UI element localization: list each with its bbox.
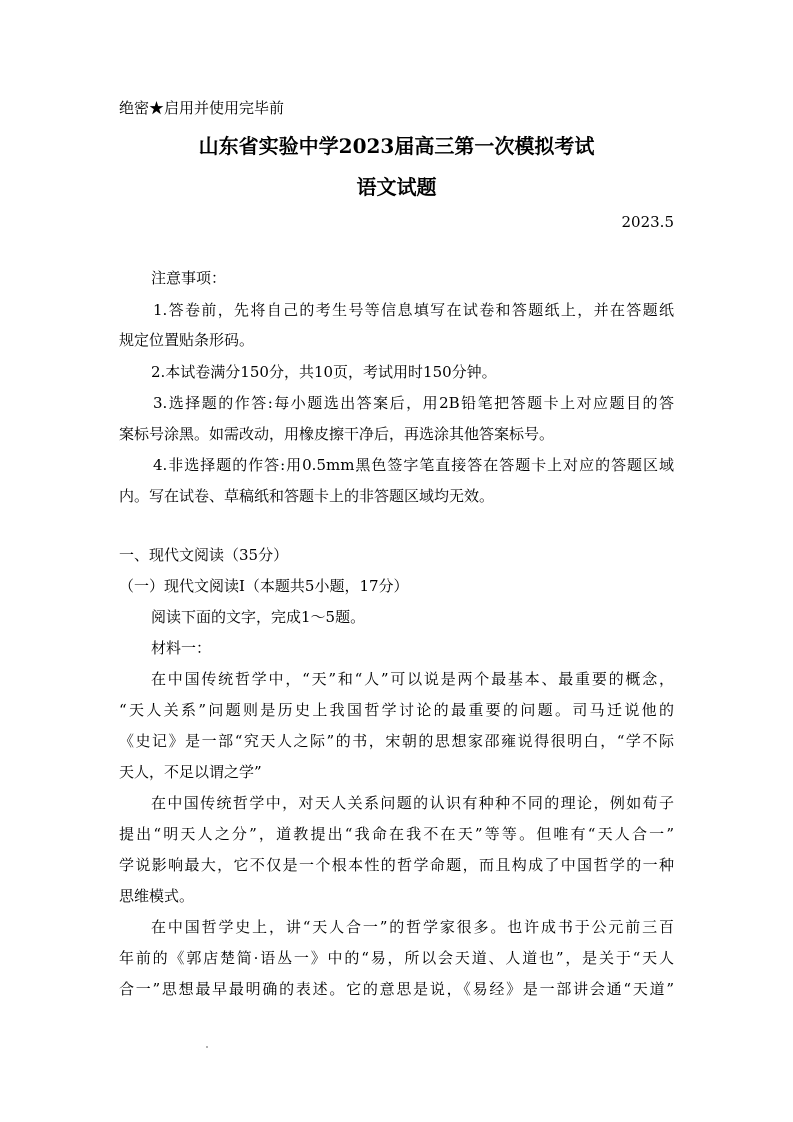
paragraph-2-line-1: 在中国传统哲学中，对天人关系问题的认识有种种不同的理论，例如荀子: [151, 794, 674, 812]
page-speck: [206, 1046, 208, 1048]
confidential-label: 绝密★启用并使用完毕前: [119, 99, 285, 117]
paragraph-2-line-3: 学说影响最大，它不仅是一个根本性的哲学命题，而且构成了中国哲学的一种: [119, 856, 674, 874]
paragraph-3-line-1: 在中国哲学史上，讲“天人合一”的哲学家很多。也许成书于公元前三百: [151, 918, 674, 936]
section-subheading: （一）现代文阅读Ⅰ（本题共5小题，17分）: [119, 577, 409, 595]
reading-instruction: 阅读下面的文字，完成1～5题。: [151, 608, 366, 626]
paragraph-1-line-1: 在中国传统哲学中，“天”和“人”可以说是两个最基本、最重要的概念，: [151, 670, 674, 688]
paragraph-3-line-3: 合一”思想最早最明确的表述。它的意思是说，《易经》是一部讲会通“天道”: [119, 980, 674, 998]
material-label: 材料一：: [151, 639, 212, 657]
notice-item-3-line-2: 案标号涂黑。如需改动，用橡皮擦干净后，再选涂其他答案标号。: [119, 425, 555, 443]
notice-item-1-line-1: 1.答卷前，先将自己的考生号等信息填写在试卷和答题纸上，并在答题纸: [153, 301, 674, 319]
notice-item-2: 2.本试卷满分150分，共10页，考试用时150分钟。: [151, 363, 497, 381]
section-heading: 一、现代文阅读（35分）: [119, 546, 289, 564]
notice-item-4-line-2: 内。写在试卷、草稿纸和答题卡上的非答题区域均无效。: [119, 487, 495, 505]
notice-item-1-line-2: 规定位置贴条形码。: [119, 331, 255, 349]
paragraph-1-line-3: 《史记》是一部“究天人之际”的书，宋朝的思想家邵雍说得很明白，“学不际: [119, 732, 674, 750]
notice-heading: 注意事项：: [151, 269, 227, 287]
paragraph-1-line-4: 天人，不足以谓之学”: [119, 763, 262, 781]
paragraph-2-line-4: 思维模式。: [119, 887, 195, 905]
notice-item-3-line-1: 3.选择题的作答:每小题选出答案后，用2B铅笔把答题卡上对应题目的答: [153, 394, 674, 412]
exam-date: 2023.5: [621, 213, 674, 231]
subject-title: 语文试题: [356, 175, 437, 199]
paragraph-2-line-2: 提出“明天人之分”，道教提出“我命在我不在天”等等。但唯有“天人合一”: [119, 825, 674, 843]
paragraph-1-line-2: “天人关系”问题则是历史上我国哲学讨论的最重要的问题。司马迁说他的: [119, 701, 674, 719]
exam-title: 山东省实验中学2023届高三第一次模拟考试: [198, 134, 595, 158]
notice-item-4-line-1: 4.非选择题的作答:用0.5mm黑色签字笔直接答在答题卡上对应的答题区域: [153, 456, 674, 474]
paragraph-3-line-2: 年前的《郭店楚简·语丛一》中的“易，所以会天道、人道也”，是关于“天人: [119, 949, 674, 967]
